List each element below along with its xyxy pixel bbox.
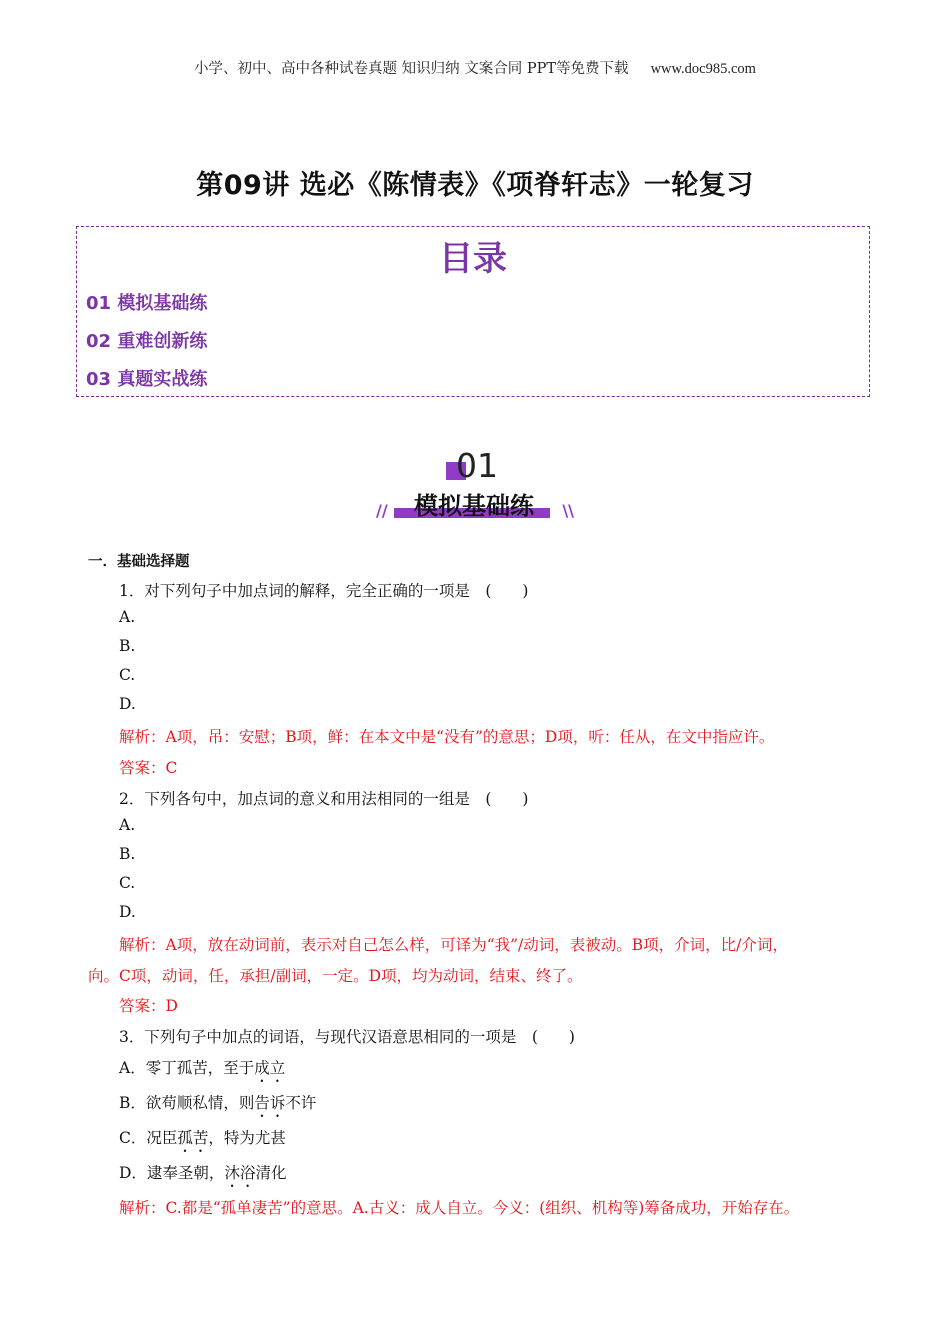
q3-option-d-text: D．逮奉圣朝， [119, 1164, 225, 1182]
document-title: 第09讲 选必《陈情表》《项脊轩志》一轮复习 [196, 170, 754, 201]
toc-item-2[interactable]: 02 重难创新练 [86, 331, 208, 352]
part-heading: 一．基础选择题 [88, 554, 190, 570]
q3-analysis: 解析：C.都是“孤单凄苦”的意思。A.古义：成人自立。今义：(组织、机构等)筹备成功，开始存在。 [119, 1199, 800, 1217]
q1-answer: 答案：C [119, 759, 178, 777]
q3-option-a [119, 1056, 285, 1086]
q2-option-a: A. [119, 816, 136, 834]
q3-option-c-text: C．况臣 [119, 1129, 178, 1147]
q3-option-b [119, 1091, 316, 1121]
toc-item-3[interactable]: 03 真题实战练 [86, 369, 208, 390]
q3-stem: 3．下列句子中加点的词语，与现代汉语意思相同的一项是 ( ) [119, 1028, 575, 1046]
page-header [0, 57, 950, 78]
q3-option-c [119, 1126, 286, 1156]
header-text: 小学、初中、高中各种试卷真题 知识归纳 文案合同 PPT等免费下载 [194, 61, 629, 77]
banner-left-slashes: // [376, 501, 388, 520]
q3-option-c-dotted-word: 孤苦 [177, 1129, 209, 1147]
q3-option-a-text: A．零丁孤苦，至于 [119, 1059, 255, 1077]
q3-option-d [119, 1161, 286, 1191]
q2-stem: 2．下列各句中，加点词的意义和用法相同的一组是 ( ) [119, 790, 529, 808]
q3-option-a-dotted-word: 成立 [254, 1059, 286, 1077]
q1-option-c: C. [119, 666, 136, 684]
section-label: 模拟基础练 [414, 492, 534, 520]
q2-option-b: B. [119, 845, 136, 863]
toc-heading: 目录 [439, 239, 507, 279]
q2-analysis-line1: 解析：A项，放在动词前，表示对自己怎么样，可译为“我”/动词，表被动。B项，介词，比/介词， [119, 936, 788, 954]
q1-option-d: D. [119, 695, 136, 713]
section-number: 01 [456, 446, 498, 485]
q2-option-d: D. [119, 903, 136, 921]
q2-option-c: C. [119, 874, 136, 892]
q1-option-a: A. [119, 608, 136, 626]
banner-right-slashes: \\ [562, 501, 574, 520]
q3-option-d-dotted-word: 沐浴 [224, 1164, 256, 1182]
header-site-link[interactable]: www.doc985.com [650, 61, 756, 77]
table-of-contents [76, 226, 870, 397]
q3-option-b-text: B．欲苟顺私情，则 [119, 1094, 255, 1112]
q1-analysis: 解析：A项，吊：安慰；B项，鲜：在本文中是“没有”的意思；D项，听：任从，在文中指应许。 [119, 728, 775, 746]
q2-analysis-line2: 向。C项，动词，任，承担/副词，一定。D项，均为动词，结束、终了。 [88, 967, 583, 985]
q1-option-b: B. [119, 637, 136, 655]
q2-answer: 答案：D [119, 997, 178, 1015]
q3-option-b-tail: 不许 [285, 1094, 317, 1112]
q3-option-d-tail: 清化 [255, 1164, 287, 1182]
q1-stem: 1．对下列句子中加点词的解释，完全正确的一项是 ( ) [119, 582, 529, 600]
section-banner [370, 446, 580, 526]
q3-option-c-tail: ，特为尤甚 [208, 1129, 286, 1147]
toc-item-1[interactable]: 01 模拟基础练 [86, 293, 208, 314]
q3-option-b-dotted-word: 告诉 [254, 1094, 286, 1112]
